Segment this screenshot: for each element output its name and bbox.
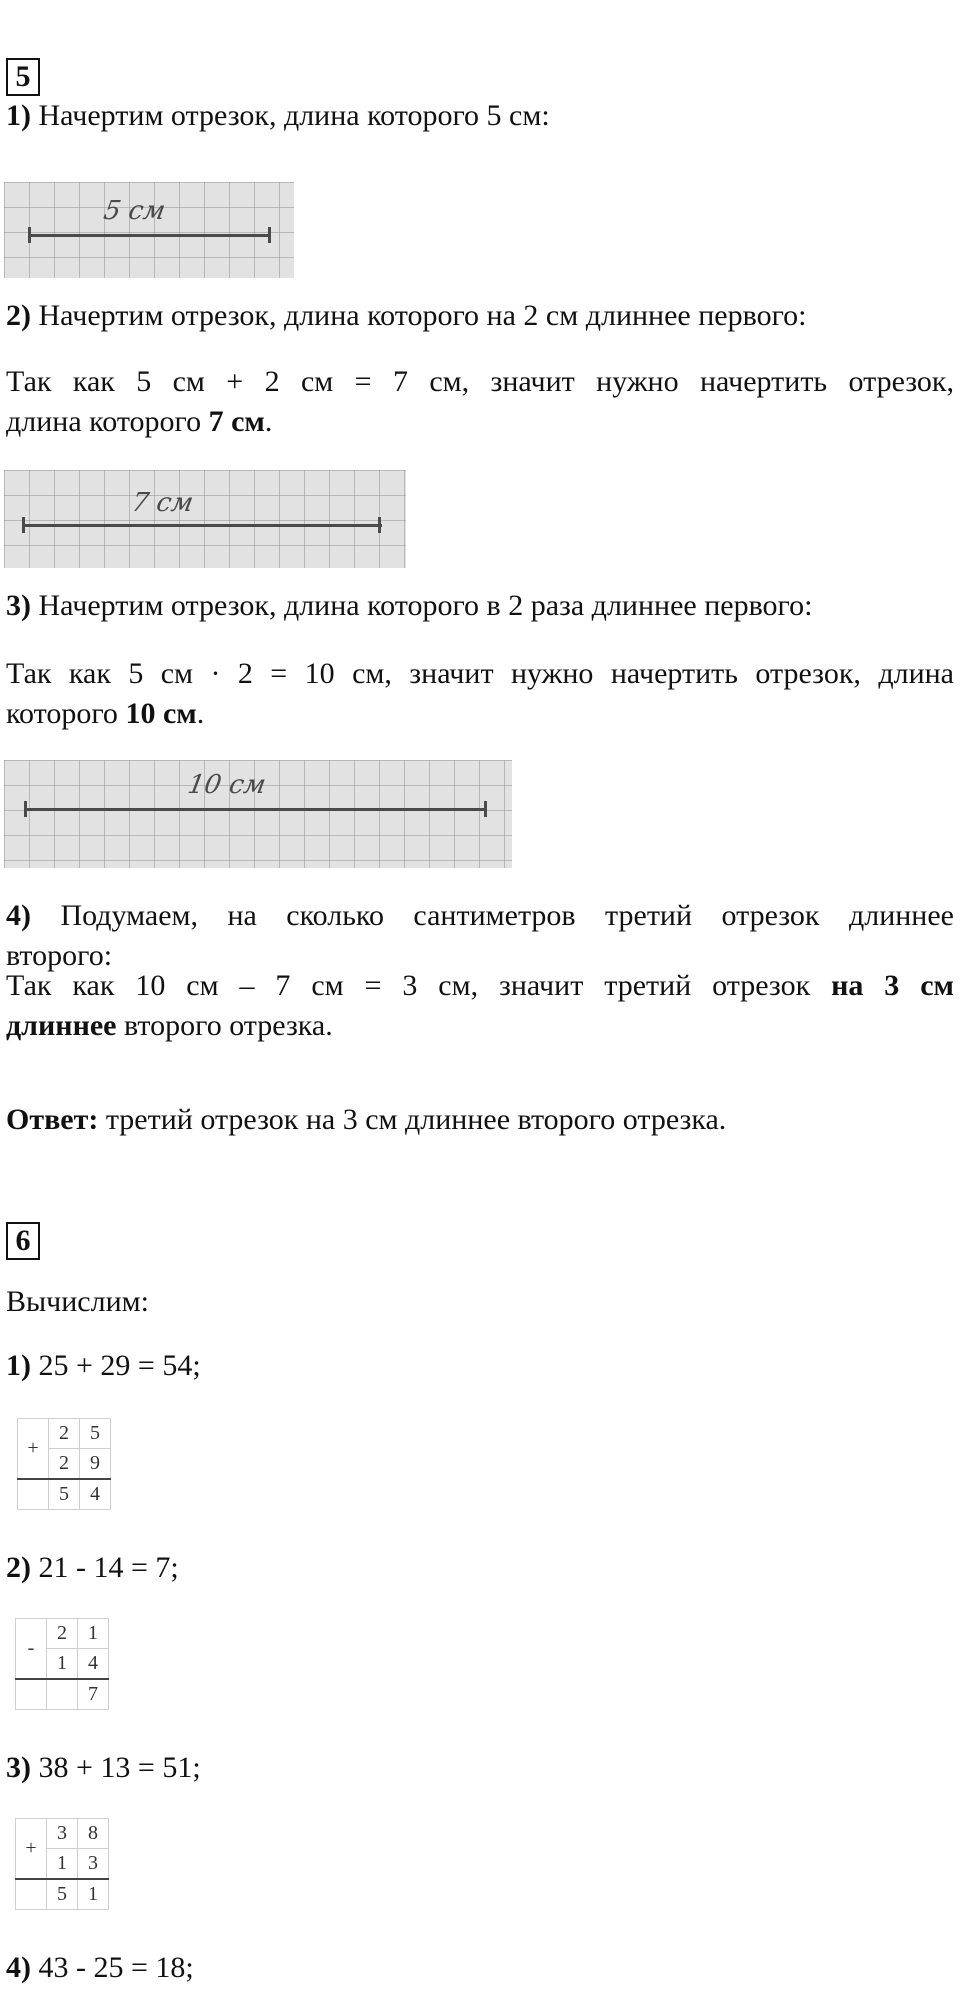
item-text: Начертим отрезок, длина которого на 2 см длиннее первого: [31,299,807,332]
task5-item4 [6,896,954,976]
column-calc-1: + 2 5 2 9 5 4 [17,1418,111,1510]
item-number: 1) [6,99,31,132]
task5-answer [6,1100,726,1140]
segment-tick-right [378,517,381,533]
task6-item2: 2) 21 - 14 = 7; [6,1551,179,1584]
segment-tick-right [268,227,271,243]
para-line: длина которого 7 см. [6,405,273,438]
column-calc-2: - 2 1 1 4 7 [15,1618,109,1710]
calc-sign: + [16,1819,47,1880]
segment-line [26,808,486,811]
task5-para4 [6,966,954,1046]
segment-label: 5 см [101,196,168,226]
segment-tick-left [28,227,31,243]
segment-label: 7 см [129,488,196,518]
task-number-6: 6 [6,1222,40,1260]
segment-tick-left [24,801,27,817]
segment-7cm-photo [4,470,406,568]
item-number: 2) [6,299,31,332]
calc-sign: - [16,1619,47,1680]
para-line: длиннее второго отрезка. [6,1009,333,1042]
column-calc-3: + 3 8 1 3 5 1 [15,1818,109,1910]
segment-line [30,234,270,237]
task6-item3: 3) 38 + 13 = 51; [6,1751,201,1784]
task6-item1: 1) 25 + 29 = 54; [6,1349,201,1382]
para-line: Так как 5 см · 2 = 10 см, значит нужно начертить отрезок, длина [6,657,954,690]
para-line: Так как 10 см – 7 см = 3 см, значит третий отрезок на 3 см [6,969,954,1002]
task6-item4: 4) 43 - 25 = 18; [6,1951,194,1984]
task5-item2 [6,296,806,336]
calc-sign: + [18,1419,49,1480]
para-line: которого 10 см. [6,697,205,730]
para-line: второго: [6,939,113,972]
task6-intro: Вычислим: [6,1285,149,1318]
task5-para3 [6,654,954,734]
answer-label: Ответ: [6,1103,99,1136]
segment-tick-right [484,801,487,817]
para-line: 4) Подумаем, на сколько сантиметров третий отрезок длиннее [6,899,954,932]
segment-tick-left [22,517,25,533]
item-number: 3) [6,589,31,622]
item-text: Начертим отрезок, длина которого 5 см: [31,99,550,132]
task5-item1 [6,96,550,136]
task5-item3 [6,586,812,626]
answer-text: третий отрезок на 3 см длиннее второго отрезка. [98,1103,727,1136]
segment-label: 10 см [185,770,269,800]
task5-para2 [6,362,954,442]
para-line: Так как 5 см + 2 см = 7 см, значит нужно начертить отрезок, [6,365,954,398]
item-text: Начертим отрезок, длина которого в 2 раза длиннее первого: [31,589,813,622]
segment-5cm-photo [4,182,294,278]
segment-line [24,524,382,527]
segment-10cm-photo [4,760,512,868]
task-number-5: 5 [6,58,40,96]
